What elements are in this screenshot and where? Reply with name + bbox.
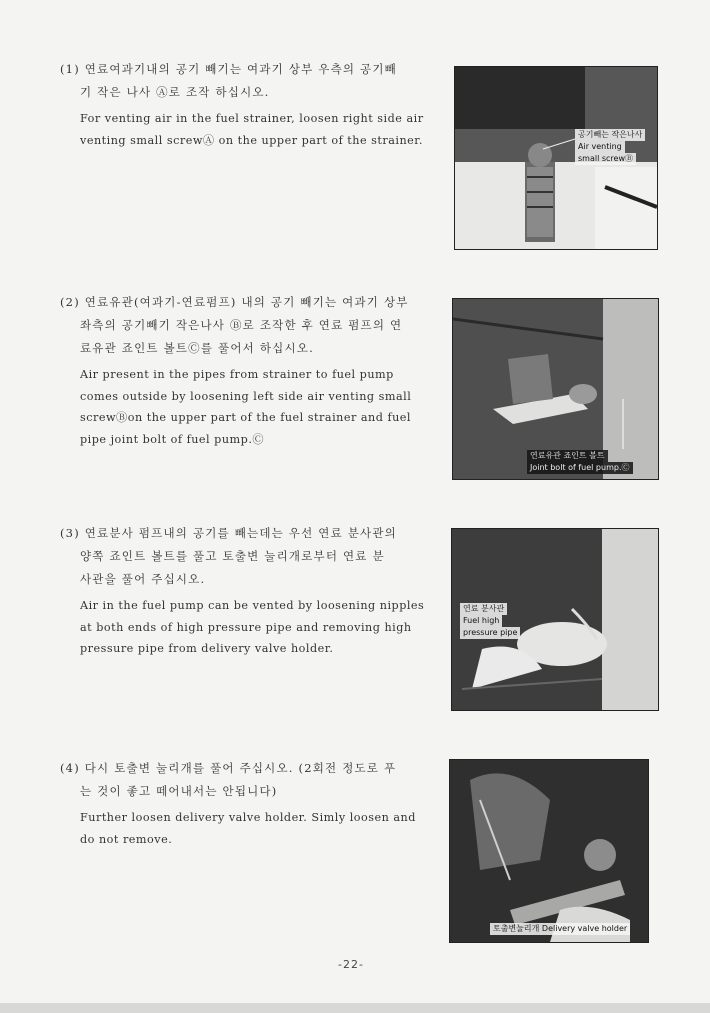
section-2-english xyxy=(60,364,432,450)
photo-1-label-korean: 공기빼는 작은나사 xyxy=(575,129,645,141)
section-3-english-line: at both ends of high pressure pipe and removing high xyxy=(80,620,412,634)
section-3-korean-line: 사관을 풀어 주십시오. xyxy=(80,572,206,586)
section-3-english-line: pressure pipe from delivery valve holder. xyxy=(80,642,334,655)
photo-1-label-english-2: small screwⒷ xyxy=(575,153,636,165)
section-4-english-line: do not remove. xyxy=(80,832,173,846)
photo-3-label-korean: 연료 분사관 xyxy=(460,603,507,615)
section-3-korean-line: 양쪽 죠인트 볼트를 풀고 토출변 눌리개로부터 연료 분 xyxy=(80,549,385,563)
section-3-korean-line: (3) 연료분사 펌프내의 공기를 빼는데는 우선 연료 분사관의 xyxy=(60,526,397,540)
section-3-english xyxy=(60,595,432,660)
photo-3-label-english-2: pressure pipe xyxy=(460,627,520,639)
photo-high-pressure-pipe xyxy=(451,528,659,711)
scan-edge xyxy=(0,1003,710,1013)
photo-fuel-strainer xyxy=(454,66,658,250)
photo-fuel-pump-joint xyxy=(452,298,659,480)
section-1-korean-line: (1) 연료여과기내의 공기 빼기는 여과기 상부 우측의 공기빼 xyxy=(60,62,397,76)
page-number: -22- xyxy=(338,958,364,971)
photo-1-label-english: Air venting xyxy=(575,141,625,153)
section-3-korean xyxy=(60,522,432,591)
photo-2-label-korean: 연료유관 죠인트 볼트 xyxy=(527,450,608,462)
section-1-english xyxy=(60,108,432,151)
section-4-korean-line: (4) 다시 토출변 눌리개를 풀어 주십시오. (2회전 정도로 푸 xyxy=(60,761,397,775)
section-1-korean-line: 기 작은 나사 Ⓐ로 조작 하십시오. xyxy=(80,85,270,99)
photo-2-label-english: Joint bolt of fuel pump.Ⓒ xyxy=(527,462,633,474)
section-4-english-line: Further loosen delivery valve holder. Simly loosen and xyxy=(80,811,416,824)
section-2-korean xyxy=(60,291,432,360)
section-4-english xyxy=(60,807,432,850)
section-2-english-line: Air present in the pipes from strainer to fuel pump xyxy=(80,368,394,381)
photo-delivery-valve-holder-image xyxy=(450,760,648,942)
photo-4-label: 토출변눌리개 Delivery valve holder xyxy=(490,923,630,935)
section-3 xyxy=(60,522,432,660)
section-2-english-line: screwⒷon the upper part of the fuel strainer and fuel xyxy=(80,411,412,424)
photo-3-label-english: Fuel high xyxy=(460,615,502,627)
section-3-english-line: Air in the fuel pump can be vented by loosening nipples xyxy=(80,599,425,612)
section-4 xyxy=(60,757,432,850)
section-2-korean-line: (2) 연료유관(여과기-연료펌프) 내의 공기 빼기는 여과기 상부 xyxy=(60,295,409,309)
section-4-korean xyxy=(60,757,432,803)
section-1-korean xyxy=(60,58,432,104)
section-1-english-line: venting small screwⒶ on the upper part of the strainer. xyxy=(80,133,423,147)
section-1 xyxy=(60,58,432,151)
section-2-korean-line: 좌측의 공기빼기 작은나사 Ⓑ로 조작한 후 연료 펌프의 연 xyxy=(80,318,403,332)
section-4-korean-line: 는 것이 좋고 떼어내서는 안됩니다) xyxy=(80,784,278,798)
section-2-korean-line: 료유관 죠인트 볼트Ⓒ를 풀어서 하십시오. xyxy=(80,341,314,355)
section-2-english-line: pipe joint bolt of fuel pump.Ⓒ xyxy=(80,432,265,446)
section-1-english-line: For venting air in the fuel strainer, loosen right side air xyxy=(80,112,424,125)
photo-delivery-valve-holder xyxy=(449,759,649,943)
section-2-english-line: comes outside by loosening left side air venting small xyxy=(80,389,412,403)
section-2 xyxy=(60,291,432,450)
